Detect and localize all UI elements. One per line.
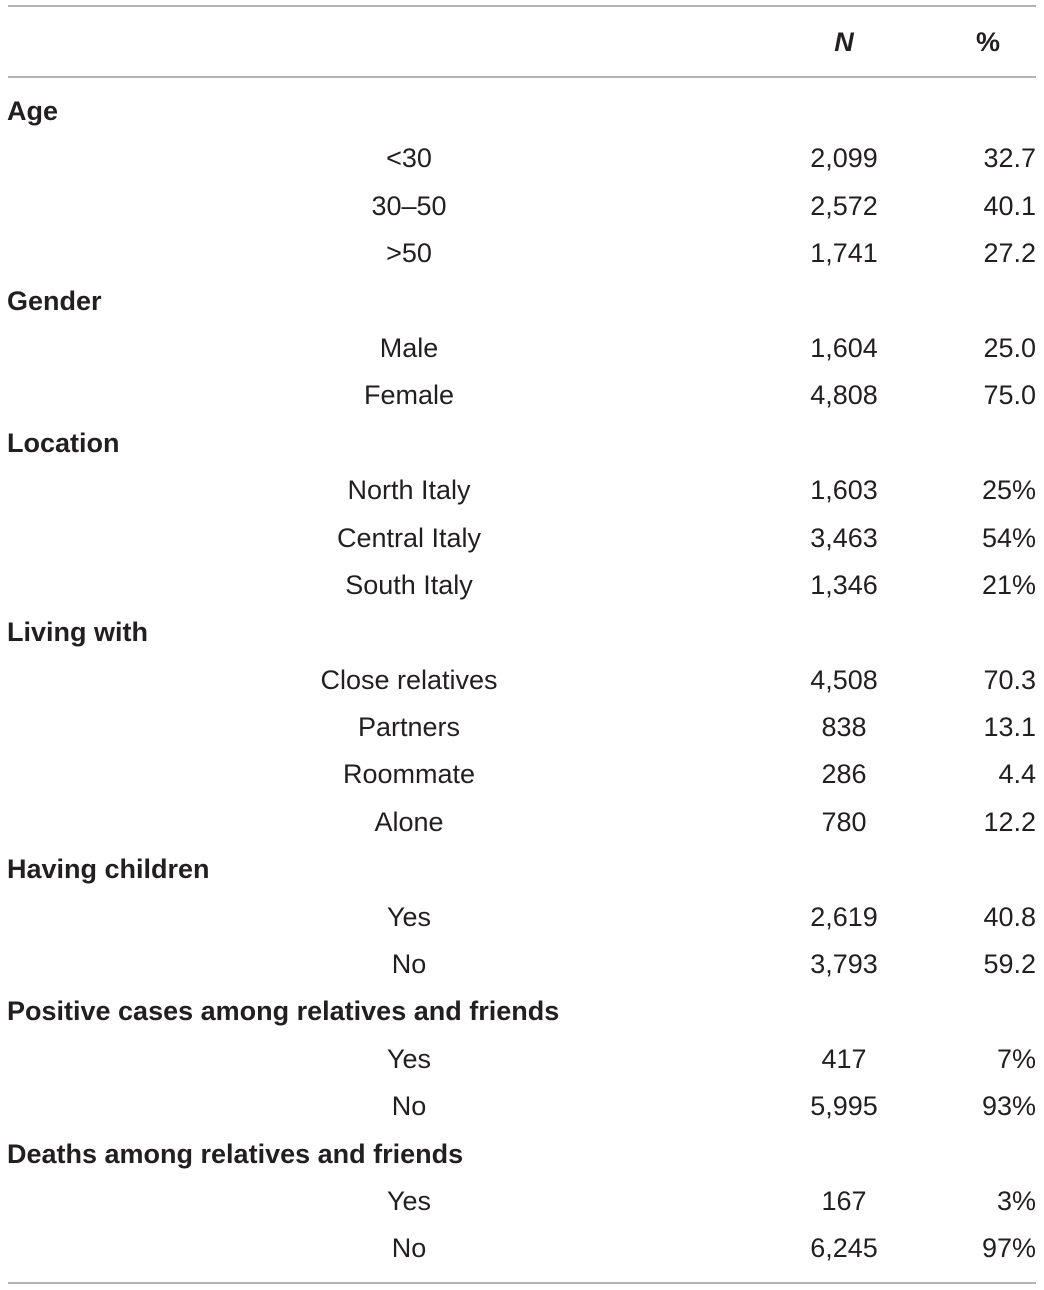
group-row bbox=[0, 1131, 1044, 1178]
row-percent: 93% bbox=[981, 1091, 1036, 1122]
table-row bbox=[0, 135, 1044, 182]
table-row bbox=[0, 894, 1044, 941]
group-label: Age bbox=[7, 96, 59, 126]
group-label: Gender bbox=[7, 285, 102, 316]
table-row bbox=[0, 515, 1044, 562]
table-top-rule bbox=[8, 5, 1036, 7]
row-count: 4,808 bbox=[810, 380, 878, 411]
row-label: North Italy bbox=[347, 475, 471, 506]
group-label: Deaths among relatives and friends bbox=[7, 1138, 464, 1169]
table-row bbox=[0, 467, 1044, 514]
table-row bbox=[0, 230, 1044, 277]
row-label: Close relatives bbox=[320, 664, 498, 695]
row-label: Female bbox=[363, 380, 455, 411]
row-percent: 13.1 bbox=[983, 712, 1036, 743]
row-percent: 54% bbox=[981, 522, 1036, 553]
table-row bbox=[0, 325, 1044, 372]
header-n: N bbox=[834, 27, 854, 57]
row-label: South Italy bbox=[345, 569, 473, 600]
group-label: Having children bbox=[7, 854, 210, 885]
row-count: 6,245 bbox=[810, 1233, 878, 1264]
row-label: No bbox=[391, 1233, 427, 1264]
table-row bbox=[0, 1036, 1044, 1083]
row-count: 1,604 bbox=[810, 332, 878, 363]
row-count: 4,508 bbox=[810, 664, 878, 695]
header-percent: % bbox=[976, 27, 1001, 57]
table-bottom-rule bbox=[8, 1282, 1036, 1284]
row-percent: 97% bbox=[981, 1233, 1036, 1264]
row-label: Yes bbox=[386, 1043, 432, 1074]
row-percent: 25% bbox=[981, 475, 1036, 506]
table-row bbox=[0, 562, 1044, 609]
row-percent: 25.0 bbox=[983, 332, 1036, 363]
group-row bbox=[0, 420, 1044, 467]
row-percent: 75.0 bbox=[983, 380, 1036, 411]
group-row bbox=[0, 88, 1044, 135]
row-label: Alone bbox=[374, 806, 444, 837]
row-percent: 27.2 bbox=[983, 238, 1036, 269]
table-row bbox=[0, 799, 1044, 846]
row-count: 3,793 bbox=[810, 949, 878, 980]
row-label: Yes bbox=[386, 901, 432, 932]
group-label: Positive cases among relatives and friends bbox=[7, 996, 560, 1027]
table-row bbox=[0, 704, 1044, 751]
table-row bbox=[0, 657, 1044, 704]
row-label: 30–50 bbox=[371, 190, 447, 221]
table-row bbox=[0, 1225, 1044, 1272]
row-percent: 40.1 bbox=[983, 190, 1036, 221]
table-row bbox=[0, 372, 1044, 419]
row-label: Roommate bbox=[342, 759, 476, 790]
row-count: 2,619 bbox=[810, 901, 878, 932]
row-count: 780 bbox=[821, 806, 867, 837]
table-body bbox=[0, 88, 1044, 1273]
row-percent: 4.4 bbox=[998, 759, 1036, 790]
row-percent: 12.2 bbox=[983, 806, 1036, 837]
row-count: 167 bbox=[821, 1185, 867, 1216]
row-count: 2,572 bbox=[810, 190, 878, 221]
row-percent: 7% bbox=[996, 1043, 1036, 1074]
row-count: 3,463 bbox=[810, 522, 878, 553]
row-label: No bbox=[391, 949, 427, 980]
row-percent: 32.7 bbox=[983, 143, 1036, 174]
row-label: Partners bbox=[357, 712, 461, 743]
row-count: 417 bbox=[821, 1043, 867, 1074]
table-header bbox=[0, 20, 1044, 64]
row-count: 1,603 bbox=[810, 475, 878, 506]
row-count: 838 bbox=[821, 712, 867, 743]
row-percent: 59.2 bbox=[983, 949, 1036, 980]
group-row bbox=[0, 609, 1044, 656]
group-row bbox=[0, 846, 1044, 893]
row-percent: 40.8 bbox=[983, 901, 1036, 932]
row-percent: 70.3 bbox=[983, 664, 1036, 695]
row-count: 1,741 bbox=[810, 238, 878, 269]
row-count: 286 bbox=[821, 759, 867, 790]
group-label: Living with bbox=[7, 617, 148, 648]
table-header-rule bbox=[8, 76, 1036, 78]
row-count: 1,346 bbox=[810, 569, 878, 600]
group-row bbox=[0, 278, 1044, 325]
table-row bbox=[0, 1178, 1044, 1225]
table-row bbox=[0, 751, 1044, 798]
table-row bbox=[0, 1083, 1044, 1130]
row-label: No bbox=[391, 1091, 427, 1122]
row-percent: 3% bbox=[996, 1185, 1036, 1216]
row-percent: 21% bbox=[981, 569, 1036, 600]
group-row bbox=[0, 988, 1044, 1035]
table-row bbox=[0, 941, 1044, 988]
group-label: Location bbox=[7, 427, 120, 458]
table-row bbox=[0, 183, 1044, 230]
row-count: 2,099 bbox=[810, 143, 878, 174]
row-label: Male bbox=[379, 332, 439, 363]
row-label: >50 bbox=[386, 238, 432, 269]
row-label: <30 bbox=[386, 143, 432, 174]
row-label: Central Italy bbox=[336, 522, 482, 553]
row-label: Yes bbox=[386, 1185, 432, 1216]
row-count: 5,995 bbox=[810, 1091, 878, 1122]
